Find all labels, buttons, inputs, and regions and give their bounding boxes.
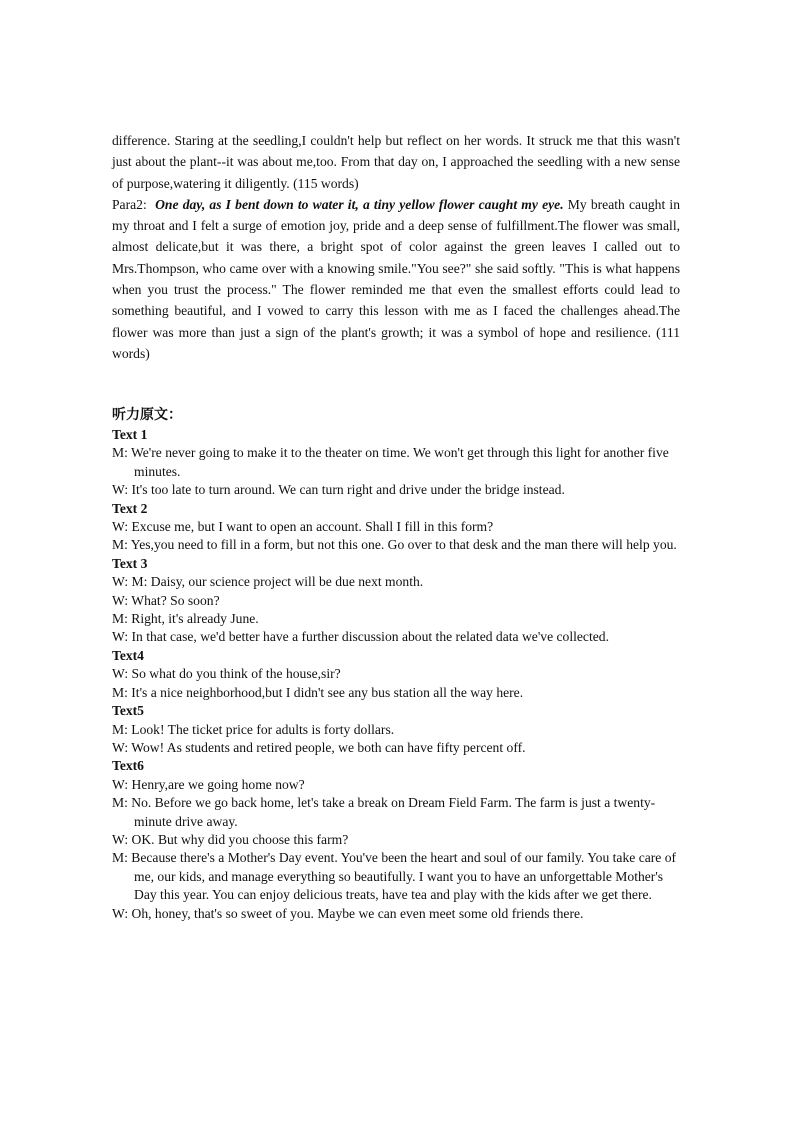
dialogue-line <box>112 721 680 739</box>
dialogue-line <box>112 444 680 481</box>
text-section-label: Text6 <box>112 758 144 774</box>
utterance-text: What? So soon? <box>128 592 220 608</box>
speaker-tag: W: <box>112 574 129 590</box>
dialogue-line <box>112 536 680 554</box>
dialogue-line <box>112 776 680 794</box>
speaker-tag: M: <box>112 795 128 811</box>
speaker-tag: W: <box>112 482 129 498</box>
speaker-tag: M: <box>112 537 128 553</box>
speaker-tag: W: <box>112 592 129 608</box>
para2-label: Para2: <box>112 196 147 212</box>
para2 <box>112 194 680 364</box>
speaker-tag: W: <box>112 739 129 755</box>
utterance-text: Right, it's already June. <box>127 611 259 627</box>
utterance-text: Oh, honey, that's so sweet of you. Maybe we can even meet some old friends there. <box>128 905 584 921</box>
dialogue-line <box>112 610 680 628</box>
dialogue-line <box>112 481 680 499</box>
speaker-tag: M: <box>112 684 128 700</box>
text-section-label: Text5 <box>112 703 144 719</box>
utterance-text: Because there's a Mother's Day event. You've been the heart and soul of our family. You take care of me, our kids, and manage everything so beautifully. I want you to have an unforgettable Mother's Day this year. You can enjoy delicious treats, have tea and play with the kids after we get there. <box>127 850 677 903</box>
dialogue-line <box>112 628 680 646</box>
para2-italic-lead: One day, as I bent down to water it, a tiny yellow flower caught my eye. <box>155 196 564 212</box>
utterance-text: So what do you think of the house,sir? <box>128 666 341 682</box>
dialogue-line <box>112 794 680 831</box>
utterance-text: It's too late to turn around. We can turn right and drive under the bridge instead. <box>128 482 565 498</box>
utterance-text: We're never going to make it to the theater on time. We won't get through this light for another five minutes. <box>127 445 669 479</box>
utterance-text: M: Daisy, our science project will be due next month. <box>128 574 424 590</box>
dialogue-line <box>112 592 680 610</box>
text-section-label: Text4 <box>112 647 144 663</box>
speaker-tag: W: <box>112 629 129 645</box>
utterance-text: Excuse me, but I want to open an account. Shall I fill in this form? <box>128 519 494 535</box>
speaker-tag: W: <box>112 776 129 792</box>
utterance-text: Yes,you need to fill in a form, but not this one. Go over to that desk and the man there will help you. <box>127 537 677 553</box>
dialogue-line <box>112 573 680 591</box>
dialogue-line <box>112 849 680 904</box>
utterance-text: In that case, we'd better have a further discussion about the related data we've collected. <box>128 629 609 645</box>
speaker-tag: M: <box>112 445 128 461</box>
dialogue-line <box>112 665 680 683</box>
dialogue-line <box>112 739 680 757</box>
text-section-label: Text 3 <box>112 555 148 571</box>
dialogue-line <box>112 518 680 536</box>
utterance-text: It's a nice neighborhood,but I didn't see any bus station all the way here. <box>127 684 524 700</box>
text-section-label: Text 1 <box>112 427 148 442</box>
utterance-text: OK. But why did you choose this farm? <box>128 831 349 847</box>
listening-transcript <box>112 404 680 923</box>
speaker-tag: W: <box>112 905 129 921</box>
speaker-tag: M: <box>112 611 128 627</box>
utterance-text: Henry,are we going home now? <box>128 776 305 792</box>
speaker-tag: M: <box>112 721 128 737</box>
utterance-text: Look! The ticket price for adults is forty dollars. <box>127 721 395 737</box>
text-section-label: Text 2 <box>112 500 148 516</box>
dialogue-line <box>112 831 680 849</box>
listening-heading: 听力原文： <box>112 407 182 423</box>
dialogue-line <box>112 684 680 702</box>
speaker-tag: W: <box>112 831 129 847</box>
para2-body: My breath caught in my throat and I felt a surge of emotion joy, pride and a deep sense of fulfillment.The flower was small, almost delicate,but it was there, a bright spot of color against the green leaves I called out to Mrs.Thompson, who came over with a knowing smile."You see?" she said softly. "This is what happens when you trust the process." The flower reminded me that even the smallest efforts could lead to something beautiful, and I vowed to carry this lesson with me as I faced the challenges ahead.The flower was more than just a sign of the plant's growth; it was a symbol of hope and resilience. (111 words) <box>112 196 680 361</box>
dialogue-line <box>112 905 680 923</box>
para1-tail: difference. Staring at the seedling,I couldn't help but reflect on her words. It struck me that this wasn't just about the plant--it was about me,too. From that day on, I approached the seedling with a new sense of purpose,watering it diligently. (115 words) <box>112 133 680 191</box>
speaker-tag: W: <box>112 519 129 535</box>
utterance-text: No. Before we go back home, let's take a break on Dream Field Farm. The farm is just a twenty-minute drive away. <box>127 795 656 829</box>
speaker-tag: W: <box>112 666 129 682</box>
transcript-sections <box>112 426 680 923</box>
utterance-text: Wow! As students and retired people, we both can have fifty percent off. <box>128 739 526 755</box>
speaker-tag: M: <box>112 850 128 866</box>
essay-block <box>112 130 680 364</box>
